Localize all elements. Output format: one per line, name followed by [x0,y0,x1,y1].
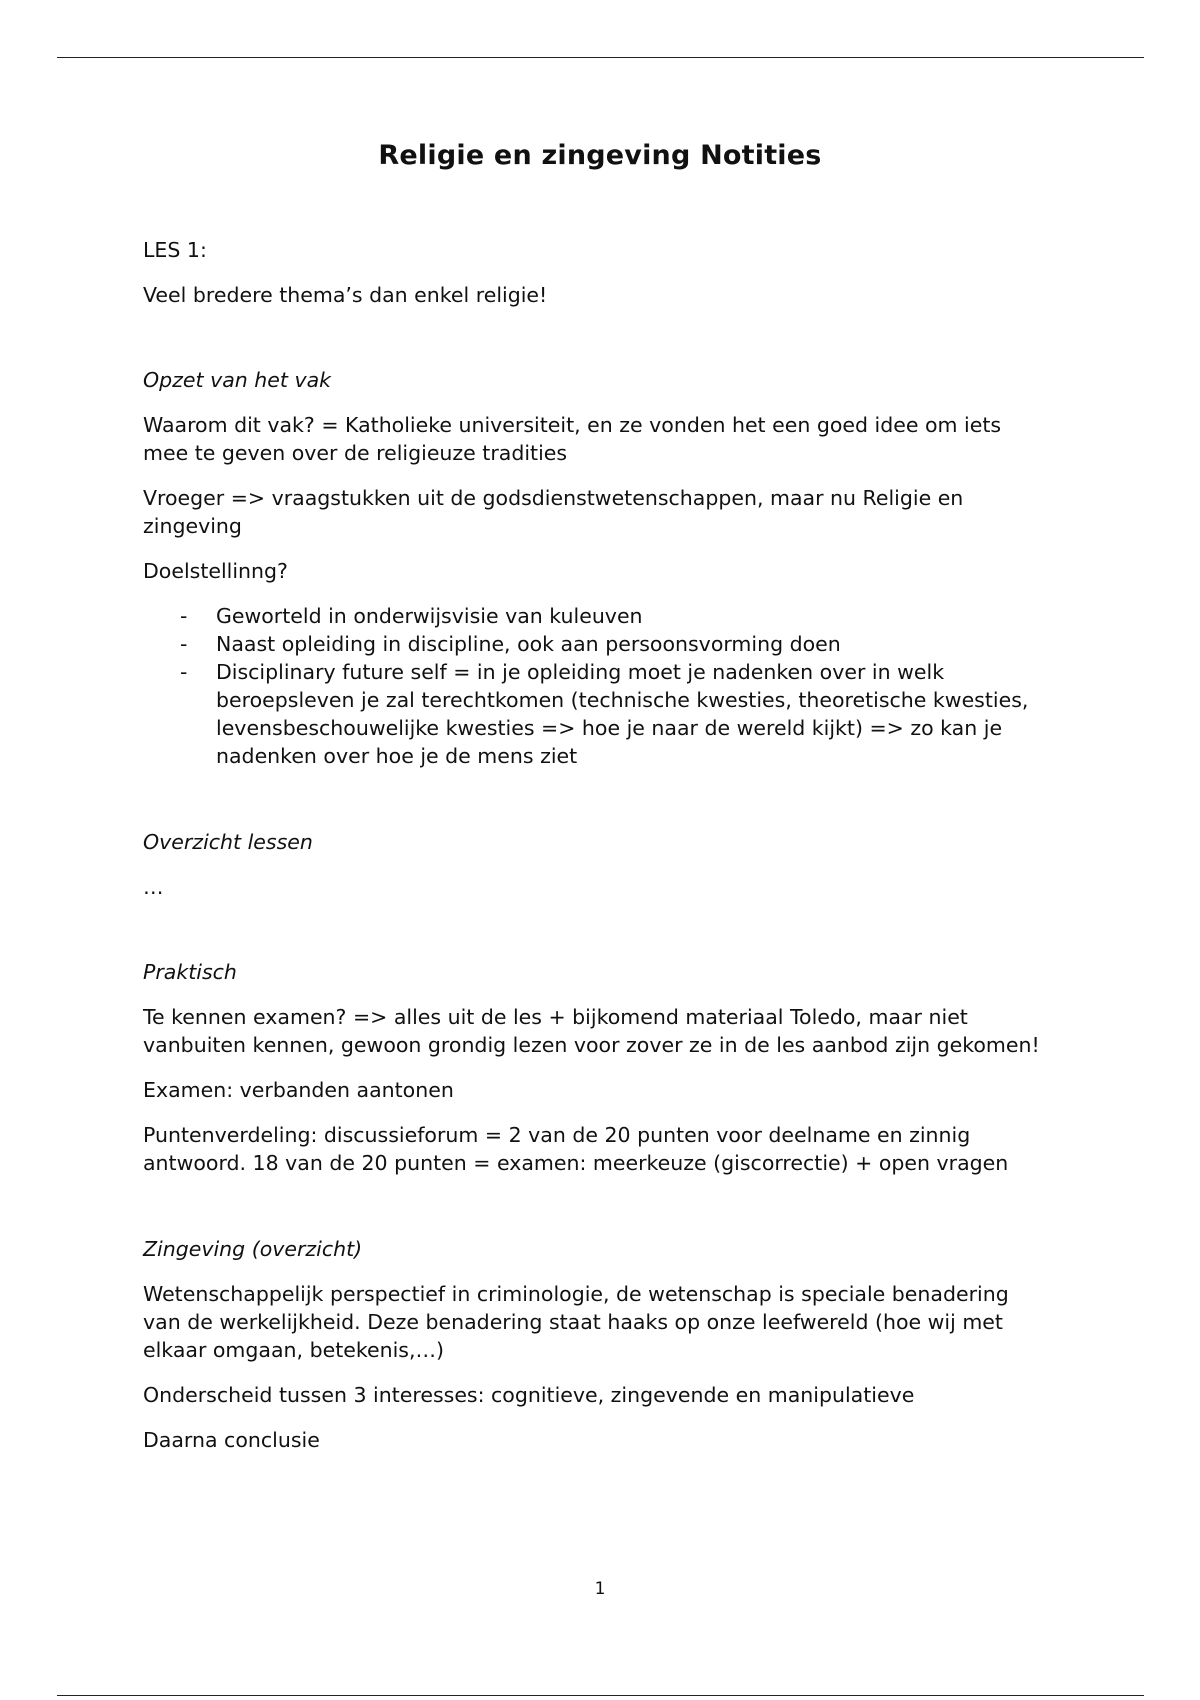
footer-rule [57,1695,1144,1696]
bullet-marker: - [180,660,188,684]
page-number: 1 [594,1579,606,1599]
paragraph-zingeving-2: Onderscheid tussen 3 interesses: cognitieve, zingevende en manipulatieve [143,1383,915,1407]
paragraph-opzet-3: Doelstellinng? [143,559,288,583]
section-heading-opzet: Opzet van het vak [143,368,332,392]
document-body [143,236,1043,1471]
section-heading-praktisch: Praktisch [143,960,237,984]
list-item-text: Naast opleiding in discipline, ook aan persoonsvorming doen [216,632,841,656]
paragraph-praktisch-1: Te kennen examen? => alles uit de les + bijkomend materiaal Toledo, maar niet vanbuiten kennen, gewoon grondig lezen voor zover ze in de les aanbod zijn gekomen! [143,1005,1040,1057]
paragraph-opzet-1: Waarom dit vak? = Katholieke universiteit, en ze vonden het een goed idee om iets mee te geven over de religieuze tradities [143,413,1002,465]
document-title: Religie en zingeving Notities [378,140,822,171]
list-item-text: Geworteld in onderwijsvisie van kuleuven [216,604,643,628]
bullet-marker: - [180,604,188,628]
paragraph-zingeving-3: Daarna conclusie [143,1428,320,1452]
doelstelling-list [143,602,1043,770]
list-item [143,630,1043,658]
paragraph-opzet-2: Vroeger => vraagstukken uit de godsdienstwetenschappen, maar nu Religie en zingeving [143,486,964,538]
header-rule [57,57,1144,58]
paragraph-zingeving-1: Wetenschappelijk perspectief in criminologie, de wetenschap is speciale benadering van de werkelijkheid. Deze benadering staat haaks op onze leefwereld (hoe wij met elkaar omgaan, betekenis,…) [143,1282,1009,1362]
section-heading-zingeving: Zingeving (overzicht) [143,1237,363,1261]
list-item [143,658,1043,770]
lesson-label: LES 1: [143,238,207,262]
list-item [143,602,1043,630]
section-heading-overzicht: Overzicht lessen [143,830,313,854]
bullet-marker: - [180,632,188,656]
paragraph-overzicht-1: … [143,875,164,899]
paragraph-praktisch-3: Puntenverdeling: discussieforum = 2 van de 20 punten voor deelname en zinnig antwoord. 18 van de 20 punten = examen: meerkeuze (giscorrectie) + open vragen [143,1123,1009,1175]
paragraph-praktisch-2: Examen: verbanden aantonen [143,1078,454,1102]
intro-paragraph: Veel bredere thema’s dan enkel religie! [143,283,548,307]
list-item-text: Disciplinary future self = in je opleiding moet je nadenken over in welk beroepsleven je zal terechtkomen (technische kwesties, theoretische kwesties, levensbeschouwelijke kwesties => hoe je naar de wereld kijkt) => zo kan je nadenken over hoe je de mens ziet [216,660,1029,768]
